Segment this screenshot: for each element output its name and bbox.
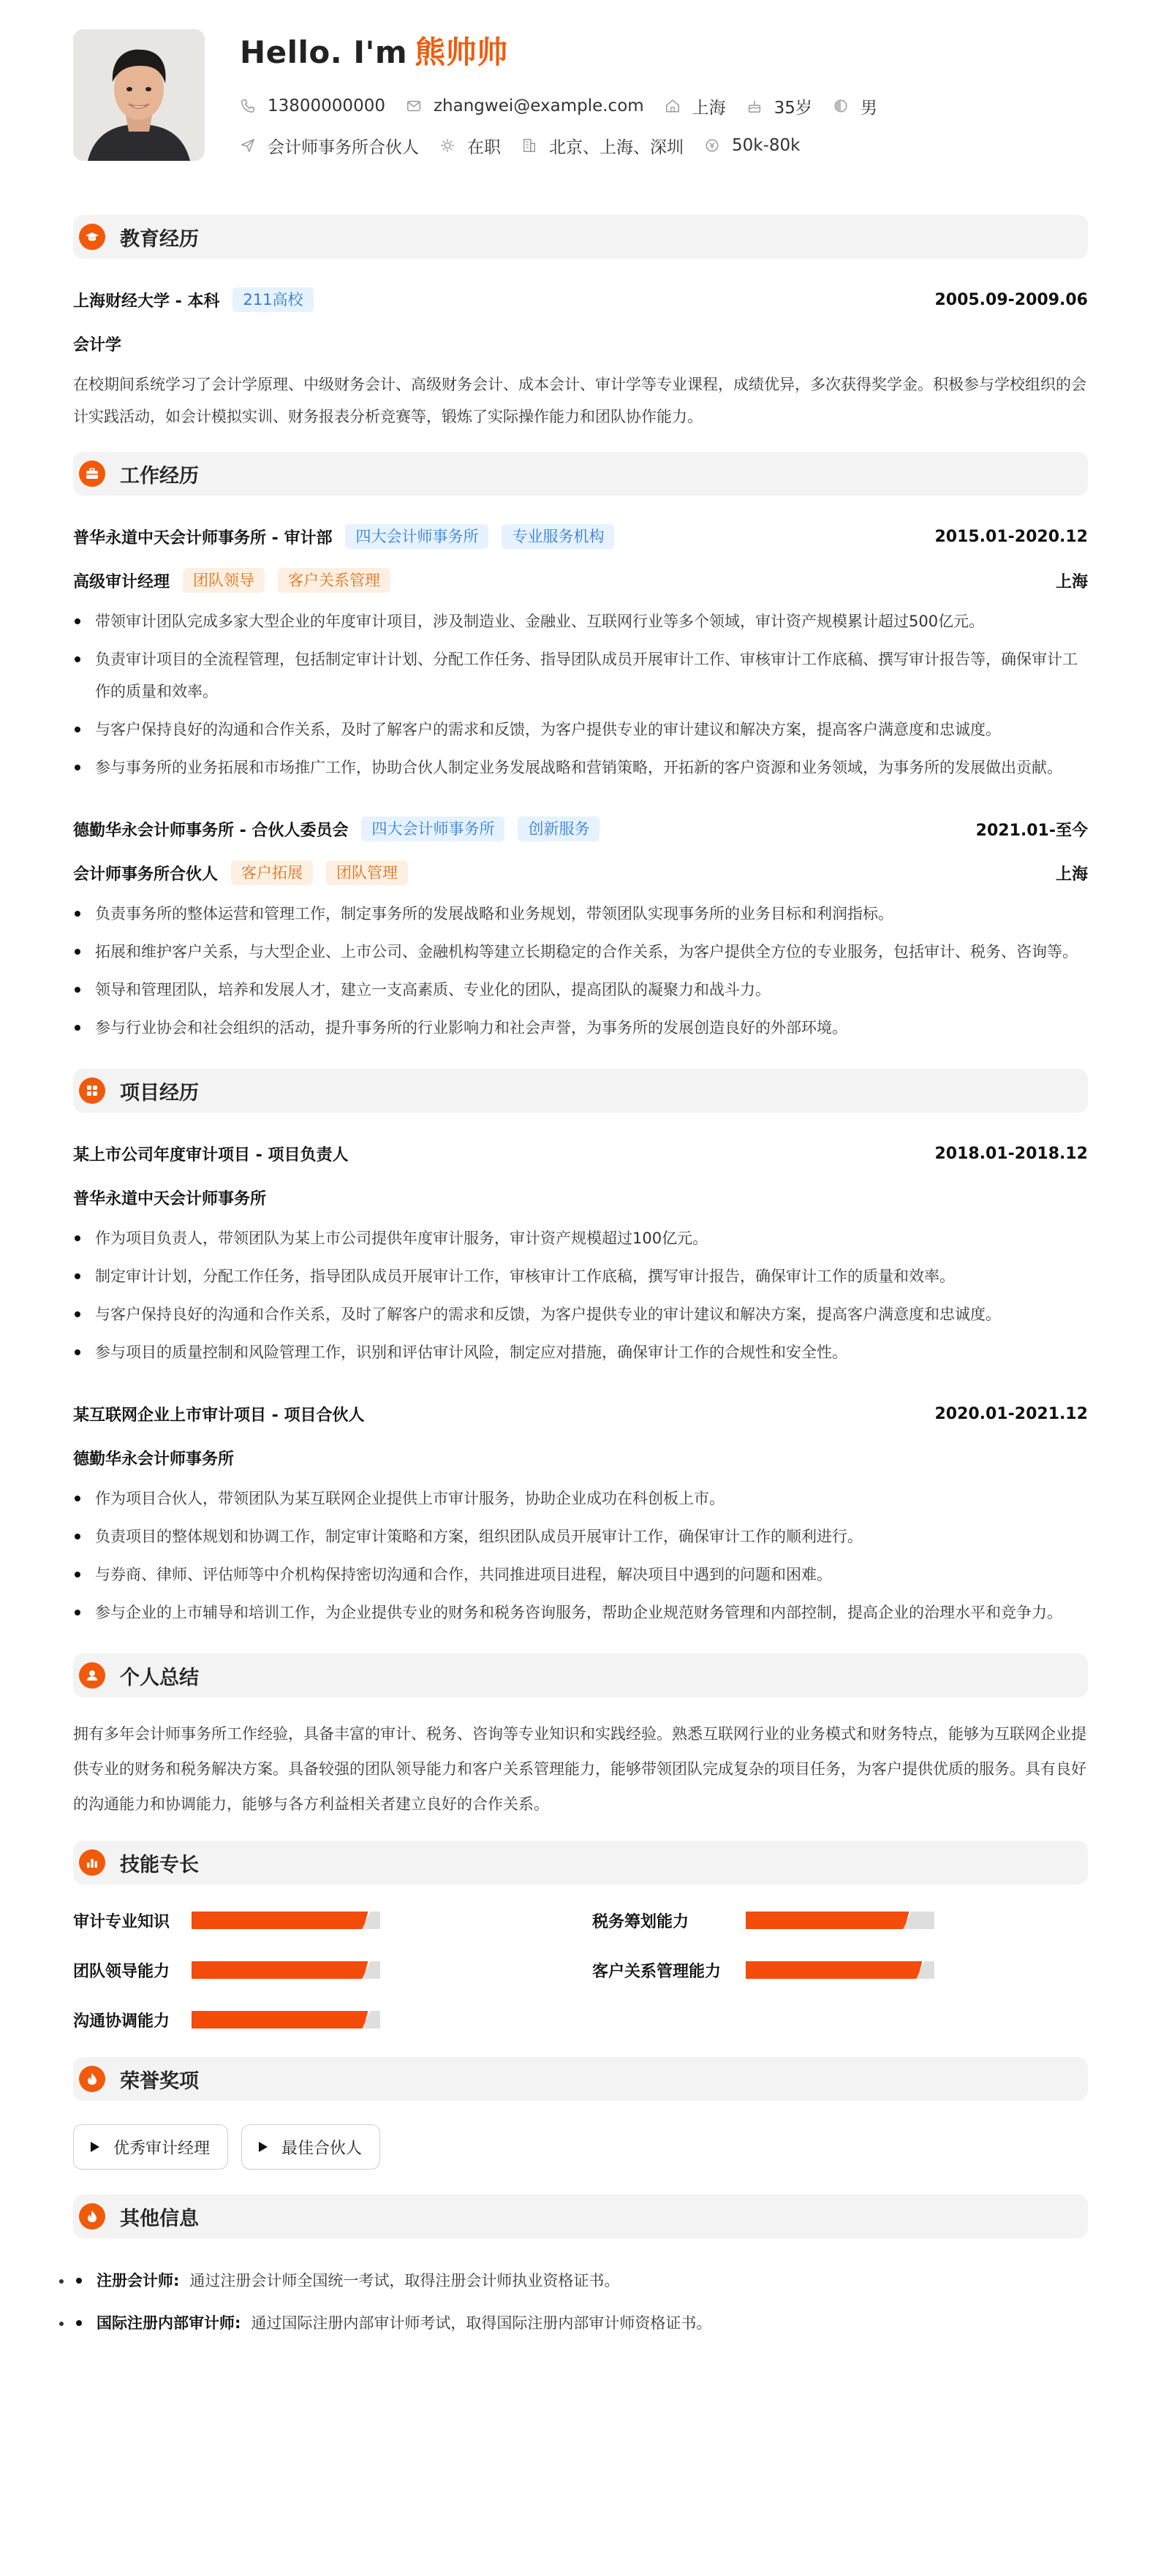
briefcase-icon <box>79 461 105 487</box>
work-bullets <box>73 898 1088 1044</box>
list-item: 与客户保持良好的沟通和合作关系，及时了解客户的需求和反馈，为客户提供专业的审计建议和解决方案，提高客户满意度和忠诚度。 <box>73 713 1088 746</box>
skill-item <box>73 1953 592 1987</box>
greeting-line <box>240 31 898 75</box>
section-title-projects <box>73 1069 1088 1113</box>
skill-item <box>592 1903 1104 1937</box>
avatar-portrait-icon <box>73 29 205 161</box>
list-item: 参与事务所的业务拓展和市场推广工作，协助合伙人制定业务发展战略和营销策略，开拓新的客户资源和业务领域，为事务所的发展做出贡献。 <box>73 751 1088 784</box>
work-bullets <box>73 605 1088 784</box>
role-title: 高级审计经理 <box>73 572 170 591</box>
work-location: 上海 <box>1055 865 1088 884</box>
education-date: 2005.09-2009.06 <box>934 290 1088 309</box>
info-icon <box>79 2203 105 2230</box>
education-description: 在校期间系统学习了会计学原理、中级财务会计、高级财务会计、成本会计、审计学等专业课程，成绩优异，多次获得奖学金。积极参与学校组织的会计实践活动，如会计模拟实训、财务报表分析竞赛等，锻炼了实际操作能力和团队协作能力。 <box>73 376 1086 425</box>
other-value: 通过注册会计师全国统一考试，取得注册会计师执业资格证书。 <box>189 2272 620 2289</box>
work-date: 2015.01-2020.12 <box>934 527 1088 546</box>
section-label: 工作经历 <box>120 464 199 488</box>
employment-status: 在职 <box>467 137 501 157</box>
award-chip <box>73 2124 228 2170</box>
list-item: 领导和管理团队，培养和发展人才，建立一支高素质、专业化的团队，提高团队的凝聚力和战斗力。 <box>73 974 1088 1006</box>
building-icon <box>521 137 537 154</box>
expected-salary: 50k-80k <box>732 136 801 155</box>
money-icon <box>704 137 720 154</box>
role-tag: 团队管理 <box>326 860 408 885</box>
avatar <box>73 29 205 161</box>
role-tag: 团队领导 <box>183 568 265 593</box>
send-icon <box>240 137 256 154</box>
section-label: 其他信息 <box>120 2207 199 2230</box>
city: 上海 <box>692 98 726 118</box>
list-item: 负责事务所的整体运营和管理工作，制定事务所的发展战略和业务规划，带领团队实现事务所的业务目标和利润指标。 <box>73 898 1088 930</box>
header-info <box>240 29 898 165</box>
list-item <box>73 2307 1088 2339</box>
phone-icon <box>240 98 256 114</box>
section-title-work <box>73 452 1088 496</box>
project-org-row <box>73 1175 1088 1219</box>
work-location: 上海 <box>1055 572 1088 591</box>
city-item <box>665 94 726 118</box>
status-gear-icon <box>439 137 455 154</box>
section-title-other <box>73 2194 1088 2238</box>
role-title: 会计师事务所合伙人 <box>73 865 219 884</box>
home-icon <box>665 98 681 114</box>
age-item <box>746 94 812 118</box>
list-item: 与客户保持良好的沟通和合作关系，及时了解客户的需求和反馈，为客户提供专业的审计建议和解决方案，提高客户满意度和忠诚度。 <box>73 1298 1088 1330</box>
work-header-row <box>73 515 1088 558</box>
section-title-skills <box>73 1841 1088 1884</box>
major: 会计学 <box>73 336 122 355</box>
skill-bar <box>192 1961 380 1979</box>
user-icon <box>79 1662 105 1689</box>
skill-bar-fill <box>192 1961 371 1979</box>
company-name: 德勤华永会计师事务所 - 合伙人委员会 <box>73 821 349 840</box>
skill-bar-fill <box>746 1961 925 1979</box>
project-date: 2020.01-2021.12 <box>934 1404 1088 1423</box>
skill-item <box>73 1903 592 1937</box>
section-title-summary <box>73 1653 1088 1697</box>
skill-bar <box>192 1912 380 1929</box>
list-item: 参与行业协会和社会组织的活动，提升事务所的行业影响力和社会声誉，为事务所的发展创造良好的外部环境。 <box>73 1012 1088 1044</box>
age: 35岁 <box>774 98 812 118</box>
section-label: 项目经历 <box>120 1081 199 1105</box>
section-label: 个人总结 <box>120 1666 199 1689</box>
skill-bar-fill <box>192 1912 371 1929</box>
list-item: 与券商、律师、评估师等中介机构保持密切沟通和合作，共同推进项目进程，解决项目中遇到的问题和困难。 <box>73 1558 1088 1591</box>
award-label: 最佳合伙人 <box>281 2139 363 2158</box>
other-value: 通过国际注册内部审计师考试，取得国际注册内部审计师资格证书。 <box>251 2314 712 2332</box>
email-item <box>406 96 644 115</box>
company-name: 普华永道中天会计师事务所 - 审计部 <box>73 529 333 548</box>
skills-grid <box>73 1903 1088 2037</box>
list-item: 带领审计团队完成多家大型企业的年度审计项目，涉及制造业、金融业、互联网行业等多个领域，审计资产规模累计超过500亿元。 <box>73 605 1088 637</box>
skill-bar <box>746 1912 934 1929</box>
work-entry <box>73 807 1088 1044</box>
list-item: 负责审计项目的全流程管理，包括制定审计计划、分配工作任务、指导团队成员开展审计工作、审核审计工作底稿、撰写审计报告等，确保审计工作的质量和效率。 <box>73 643 1088 708</box>
bar-chart-icon <box>79 1849 105 1876</box>
gender: 男 <box>860 98 877 118</box>
target-position-item <box>240 134 419 158</box>
skill-bar-fill <box>746 1912 912 1929</box>
skill-bar <box>746 1961 934 1979</box>
project-org: 德勤华永会计师事务所 <box>73 1450 235 1469</box>
company-tag: 四大会计师事务所 <box>345 524 488 549</box>
company-tag: 创新服务 <box>518 817 600 841</box>
phone-item <box>240 96 385 115</box>
role-tag: 客户关系管理 <box>278 568 390 593</box>
project-entry <box>73 1132 1088 1368</box>
target-cities: 北京、上海、深圳 <box>549 137 684 157</box>
project-bullets <box>73 1482 1088 1629</box>
gender-item <box>833 94 877 118</box>
skill-name: 客户关系管理能力 <box>592 1962 722 1981</box>
skill-name: 沟通协调能力 <box>73 2012 170 2031</box>
skill-bar-fill <box>192 2011 371 2028</box>
gender-icon <box>833 98 849 114</box>
section-title-awards <box>73 2057 1088 2101</box>
project-entry <box>73 1392 1088 1629</box>
target-cities-item <box>521 134 684 158</box>
other-info-list <box>73 2265 1088 2339</box>
project-bullets <box>73 1222 1088 1368</box>
project-title: 某上市公司年度审计项目 - 项目负责人 <box>73 1145 349 1164</box>
section-title-education <box>73 215 1088 259</box>
work-header-row <box>73 807 1088 851</box>
list-item: 作为项目合伙人，带领团队为某互联网企业提供上市审计服务，协助企业成功在科创板上市。 <box>73 1482 1088 1515</box>
flame-icon <box>79 2066 105 2092</box>
summary-text: 拥有多年会计师事务所工作经验，具备丰富的审计、税务、咨询等专业知识和实践经验。熟悉互联网行业的业务模式和财务特点，能够为互联网企业提供专业的财务和税务解决方案。具备较强的团队领导能力和客户关系管理能力，能够带领团队完成复杂的项目任务，为客户提供优质的服务。具有良好的沟通能力和协调能力，能够与各方利益相关者建立良好的合作关系。 <box>73 1725 1086 1813</box>
list-item: 拓展和维护客户关系，与大型企业、上市公司、金融机构等建立长期稳定的合作关系，为客户提供全方位的专业服务，包括审计、税务、咨询等。 <box>73 936 1088 968</box>
list-item: 负责项目的整体规划和协调工作，制定审计策略和方案，组织团队成员开展审计工作，确保审计工作的顺利进行。 <box>73 1520 1088 1553</box>
skill-name: 团队领导能力 <box>73 1962 170 1981</box>
play-triangle-icon <box>90 2141 100 2153</box>
company-tag: 专业服务机构 <box>502 524 614 549</box>
project-title: 某互联网企业上市审计项目 - 项目合伙人 <box>73 1406 365 1425</box>
school-tag: 211高校 <box>232 287 313 312</box>
school-name: 上海财经大学 - 本科 <box>73 292 220 311</box>
cake-icon <box>746 98 763 114</box>
skill-name: 税务筹划能力 <box>592 1912 689 1931</box>
role-tag: 客户拓展 <box>231 860 313 885</box>
list-item: 作为项目负责人，带领团队为某上市公司提供年度审计服务，审计资产规模超过100亿元。 <box>73 1222 1088 1254</box>
graduation-cap-icon <box>79 224 105 250</box>
role-row <box>73 851 1088 895</box>
play-triangle-icon <box>258 2141 268 2153</box>
list-item: 制定审计计划，分配工作任务，指导团队成员开展审计工作，审核审计工作底稿，撰写审计报告，确保审计工作的质量和效率。 <box>73 1260 1088 1292</box>
candidate-name: 熊帅帅 <box>415 34 508 70</box>
education-header-row <box>73 278 1088 322</box>
education-entry <box>73 278 1088 433</box>
project-header-row <box>73 1132 1088 1175</box>
section-label: 技能专长 <box>120 1853 199 1876</box>
award-chip <box>241 2124 380 2170</box>
award-label: 优秀审计经理 <box>113 2139 211 2158</box>
work-entry <box>73 515 1088 784</box>
project-org: 普华永道中天会计师事务所 <box>73 1189 267 1208</box>
salary-item <box>704 136 800 155</box>
section-label: 荣誉奖项 <box>120 2069 199 2093</box>
greeting-text: Hello. I'm <box>240 34 408 70</box>
target-position: 会计师事务所合伙人 <box>268 137 419 157</box>
project-header-row <box>73 1392 1088 1436</box>
skill-item <box>592 1953 1104 1987</box>
role-row <box>73 558 1088 602</box>
contact-row <box>240 86 898 126</box>
skill-bar <box>192 2011 380 2028</box>
work-date: 2021.01-至今 <box>975 821 1088 840</box>
grid-apps-icon <box>79 1077 105 1104</box>
awards-list <box>73 2120 1088 2170</box>
email-address: zhangwei@example.com <box>433 96 644 115</box>
other-key: 注册会计师: <box>97 2272 180 2289</box>
mail-icon <box>406 98 422 114</box>
list-item <box>73 2265 1088 2297</box>
other-key: 国际注册内部审计师: <box>97 2314 241 2332</box>
list-item: 参与企业的上市辅导和培训工作，为企业提供专业的财务和税务咨询服务，帮助企业规范财务管理和内部控制，提高企业的治理水平和竞争力。 <box>73 1596 1088 1629</box>
section-label: 教育经历 <box>120 227 199 251</box>
project-date: 2018.01-2018.12 <box>934 1144 1088 1163</box>
phone-number: 13800000000 <box>268 96 385 115</box>
skill-name: 审计专业知识 <box>73 1912 170 1931</box>
list-item: 参与项目的质量控制和风险管理工作，识别和评估审计风险，制定应对措施，确保审计工作的合规性和安全性。 <box>73 1336 1088 1368</box>
job-intent-row <box>240 126 898 165</box>
status-item <box>439 134 501 158</box>
company-tag: 四大会计师事务所 <box>361 817 504 841</box>
resume-header <box>73 29 1088 190</box>
major-row <box>73 322 1088 365</box>
project-org-row <box>73 1436 1088 1480</box>
skill-item <box>73 2003 592 2037</box>
